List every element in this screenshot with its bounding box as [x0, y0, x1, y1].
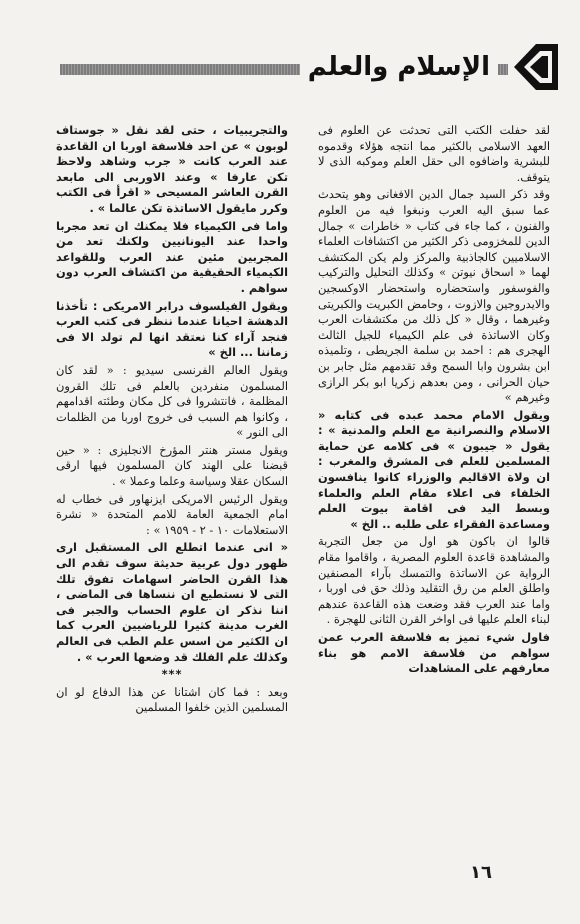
chapter-title: الإسلام والعلم [300, 47, 498, 87]
paragraph: وقد ذكر السيد جمال الدين الافغانى وهو يتحدث عما سبق اليه العرب ونبغوا فيه من العلوم والفنون ، كما جاء فى كتاب « خاطرات » جمال الدين للمخزومى ذكر الكثير من اكتشافات العلماء الاسلاميين كالجاذبية والمركز ولم يكن المكتشف لهما « اسحاق نيوتن » وكذلك التحليل والتركيب والفوسفور واستحضاره واستحضار الاوكسجين والايدروجين والازوت ، وحامض الكبريت والكبريتى وغيرهما ، وقال « كل ذلك من مكتشفات العرب وكان الاساتذة فى علم الكيمياء للجيل الثالث الهجرى هم : احمد بن سلمة الجريطى ، وتلميذه ابن بشرون وابا السمح وقد تقدمهم مثل جابر بن حيان الحرانى ، ومن بعدهم زكريا ابو بكر الرازى وغيرهم » [318, 187, 550, 405]
right-column [318, 123, 550, 679]
paragraph: ويقول الامام محمد عبده فى كتابه « الاسلام والنصرانية مع العلم والمدنية » : يقول « جيبون » فى كلامه عن حماية المسلمين للعلم فى المشرق والمغرب : ان ولاة الاقاليم والوزراء كانوا ينافسون الخلفاء فى اعلاء مقام العلم والعلماء وبسط اليد فى اقامة بيوت العلم ومساعدة الفقراء على طلبه .. الخ » [318, 407, 550, 531]
paragraph: قالوا ان باكون هو اول من جعل التجربة والمشاهدة قاعدة العلوم المصرية ، واقاموا مقام الرواية عن الاساتذة والتمسك بآراء المصنفين واطلق العلم من رق التقليد وذلك حق فى اوربا ، واما عند العرب فقد وضعت هذه القاعدة عندهم لبناء العلم عليها فى اواخر القرن الثانى للهجرة . [318, 534, 550, 627]
left-column [56, 123, 288, 718]
paragraph: ويقول الرئيس الامريكى ايزنهاور فى خطاب له امام الجمعية العامة للامم المتحدة « نشرة الاستعلامات ١٠ - ٢ - ١٩٥٩ » : [56, 491, 288, 537]
paragraph: وبعد : فما كان اشتانا عن هذا الدفاع لو ان المسلمين الذين خلفوا المسلمين [56, 684, 288, 715]
paragraph: ويقول العالم الفرنسى سيديو : « لقد كان المسلمون منفردين بالعلم فى تلك القرون المظلمة ، فانتشروا فى كل مكان وطئته اقدامهم ، وكانوا هم السبب فى خروج اوربا من الظلمات الى النور » [56, 362, 288, 440]
section-separator: *** [161, 667, 183, 682]
paragraph: ويقول الفيلسوف درابر الامريكى : تأخذنا الدهشة احيانا عندما ننظر فى كتب العرب فنجد آراء كنا نعتقد انها لم تولد الا فى زماننا ... الخ » [56, 298, 288, 360]
paragraph: لقد حفلت الكتب التى تحدثت عن العلوم فى العهد الاسلامى بالكثير مما انتجه هؤلاء وقدموه للبشرية واضافوه الى حقل العلم وموكبه الذى لا يتوقف. [318, 123, 550, 184]
paragraph: « انى عندما اتطلع الى المستقبل ارى ظهور دول عربية حديثة سوف تقدم الى هذا القرن الحاضر اسهامات تفوق تلك التى لا نستطيع ان ننساها فى الماضى ، اننا نذكر ان علوم الحساب والجبر فى الغرب مدينة كثيرا للرياضيين العرب كما ان الكثير من اسس علم الطب فى العالم وكذلك علم الفلك قد وضعها العرب » . [56, 540, 288, 664]
paragraph: واما فى الكيمياء فلا يمكنك ان تعد مجربا واحدا عند اليونانيين ولكنك تعد من المجربين مئين عند العرب وللقواعد الكيمياء الحقيقية من اكتشاف العرب دون سواهم . [56, 218, 288, 295]
page-number: ١٦ [470, 862, 492, 883]
paragraph: ويقول مستر هنتر المؤرخ الانجليزى : « حين قبضنا على الهند كان المسلمون فيها ارقى السكان عقلا وسياسة وعلما وعملا » . [56, 442, 288, 489]
paragraph: والتجريبيات ، حتى لقد نقل « جوستاف لوبون » عن احد فلاسفة اوربا ان القاعدة عند العرب كانت « جرب وشاهد ولاحظ تكن عارفا » وعند الاوربى الى مابعد القرن العاشر المسيحى « اقرأ فى الكتب وكرر مايقول الاساتذة تكن عالما » . [56, 123, 288, 215]
paragraph: فاول شيء تميز به فلاسفة العرب عمن سواهم من فلاسفة الامم هو بناء معارفهم على المشاهدات [318, 630, 550, 676]
chapter-header [60, 42, 560, 92]
chevron-left-icon [512, 42, 560, 92]
